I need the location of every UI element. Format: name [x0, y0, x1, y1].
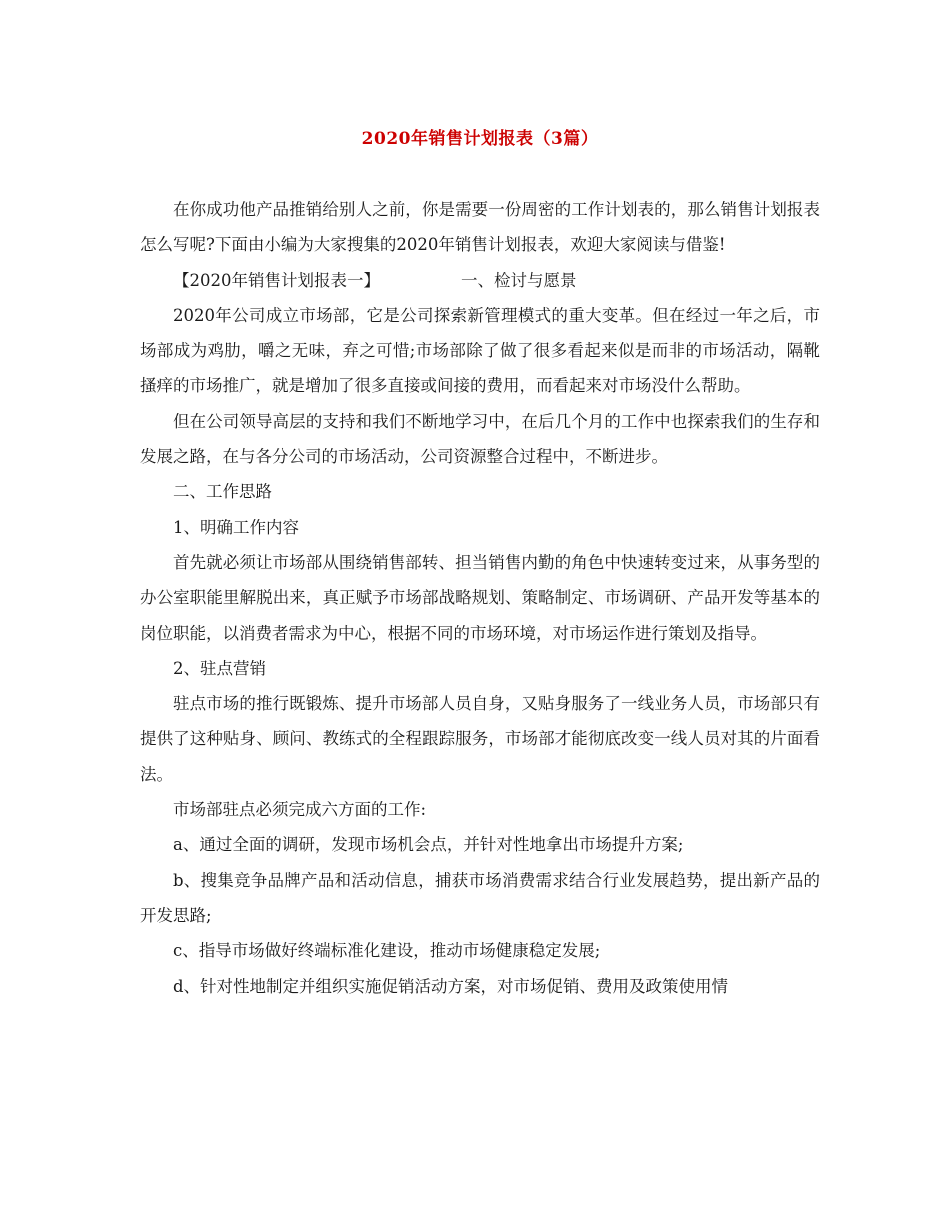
body-paragraph: 2020年公司成立市场部，它是公司探索新管理模式的重大变革。但在经过一年之后，市场部成为鸡肋，嚼之无味，弃之可惜;市场部除了做了很多看起来似是而非的市场活动，隔靴搔痒的市场推广，就是增加了很多直接或间接的费用，而看起来对市场没什么帮助。 — [140, 305, 820, 396]
subheading-clarify-work: 1、明确工作内容 — [173, 517, 299, 537]
document-body — [140, 192, 820, 1004]
list-item-a: a、通过全面的调研，发现市场机会点，并针对性地拿出市场提升方案; — [173, 835, 684, 855]
section-heading-title: 【2020年销售计划报表一】 — [173, 270, 380, 290]
section-heading-row — [140, 263, 820, 298]
list-intro: 市场部驻点必须完成六方面的工作: — [173, 800, 427, 820]
subheading-onsite-marketing: 2、驻点营销 — [173, 658, 266, 678]
list-item-b: b、搜集竞争品牌产品和活动信息，捕获市场消费需求结合行业发展趋势，提出新产品的开发思路; — [140, 870, 820, 925]
subheading-work-ideas: 二、工作思路 — [173, 482, 272, 502]
document-page — [140, 0, 820, 1230]
section-heading-review: 一、检讨与愿景 — [461, 270, 577, 290]
list-item-c: c、指导市场做好终端标准化建设，推动市场健康稳定发展; — [173, 941, 601, 961]
body-paragraph: 但在公司领导高层的支持和我们不断地学习中，在后几个月的工作中也探索我们的生存和发展之路，在与各分公司的市场活动，公司资源整合过程中，不断进步。 — [140, 411, 820, 467]
intro-paragraph: 在你成功他产品推销给别人之前，你是需要一份周密的工作计划表的，那么销售计划报表怎么写呢?下面由小编为大家搜集的2020年销售计划报表，欢迎大家阅读与借鉴! — [140, 200, 820, 255]
body-paragraph: 首先就必须让市场部从围绕销售部转、担当销售内勤的角色中快速转变过来，从事务型的办公室职能里解脱出来，真正赋予市场部战略规划、策略制定、市场调研、产品开发等基本的岗位职能，以消费者需求为中心，根据不同的市场环境，对市场运作进行策划及指导。 — [140, 552, 820, 643]
document-title: 2020年销售计划报表（3篇） — [361, 129, 599, 149]
body-paragraph: 驻点市场的推行既锻炼、提升市场部人员自身，又贴身服务了一线业务人员，市场部只有提供了这种贴身、顾问、教练式的全程跟踪服务，市场部才能彻底改变一线人员对其的片面看法。 — [140, 694, 820, 784]
list-item-d: d、针对性地制定并组织实施促销活动方案，对市场促销、费用及政策使用情 — [173, 976, 729, 996]
